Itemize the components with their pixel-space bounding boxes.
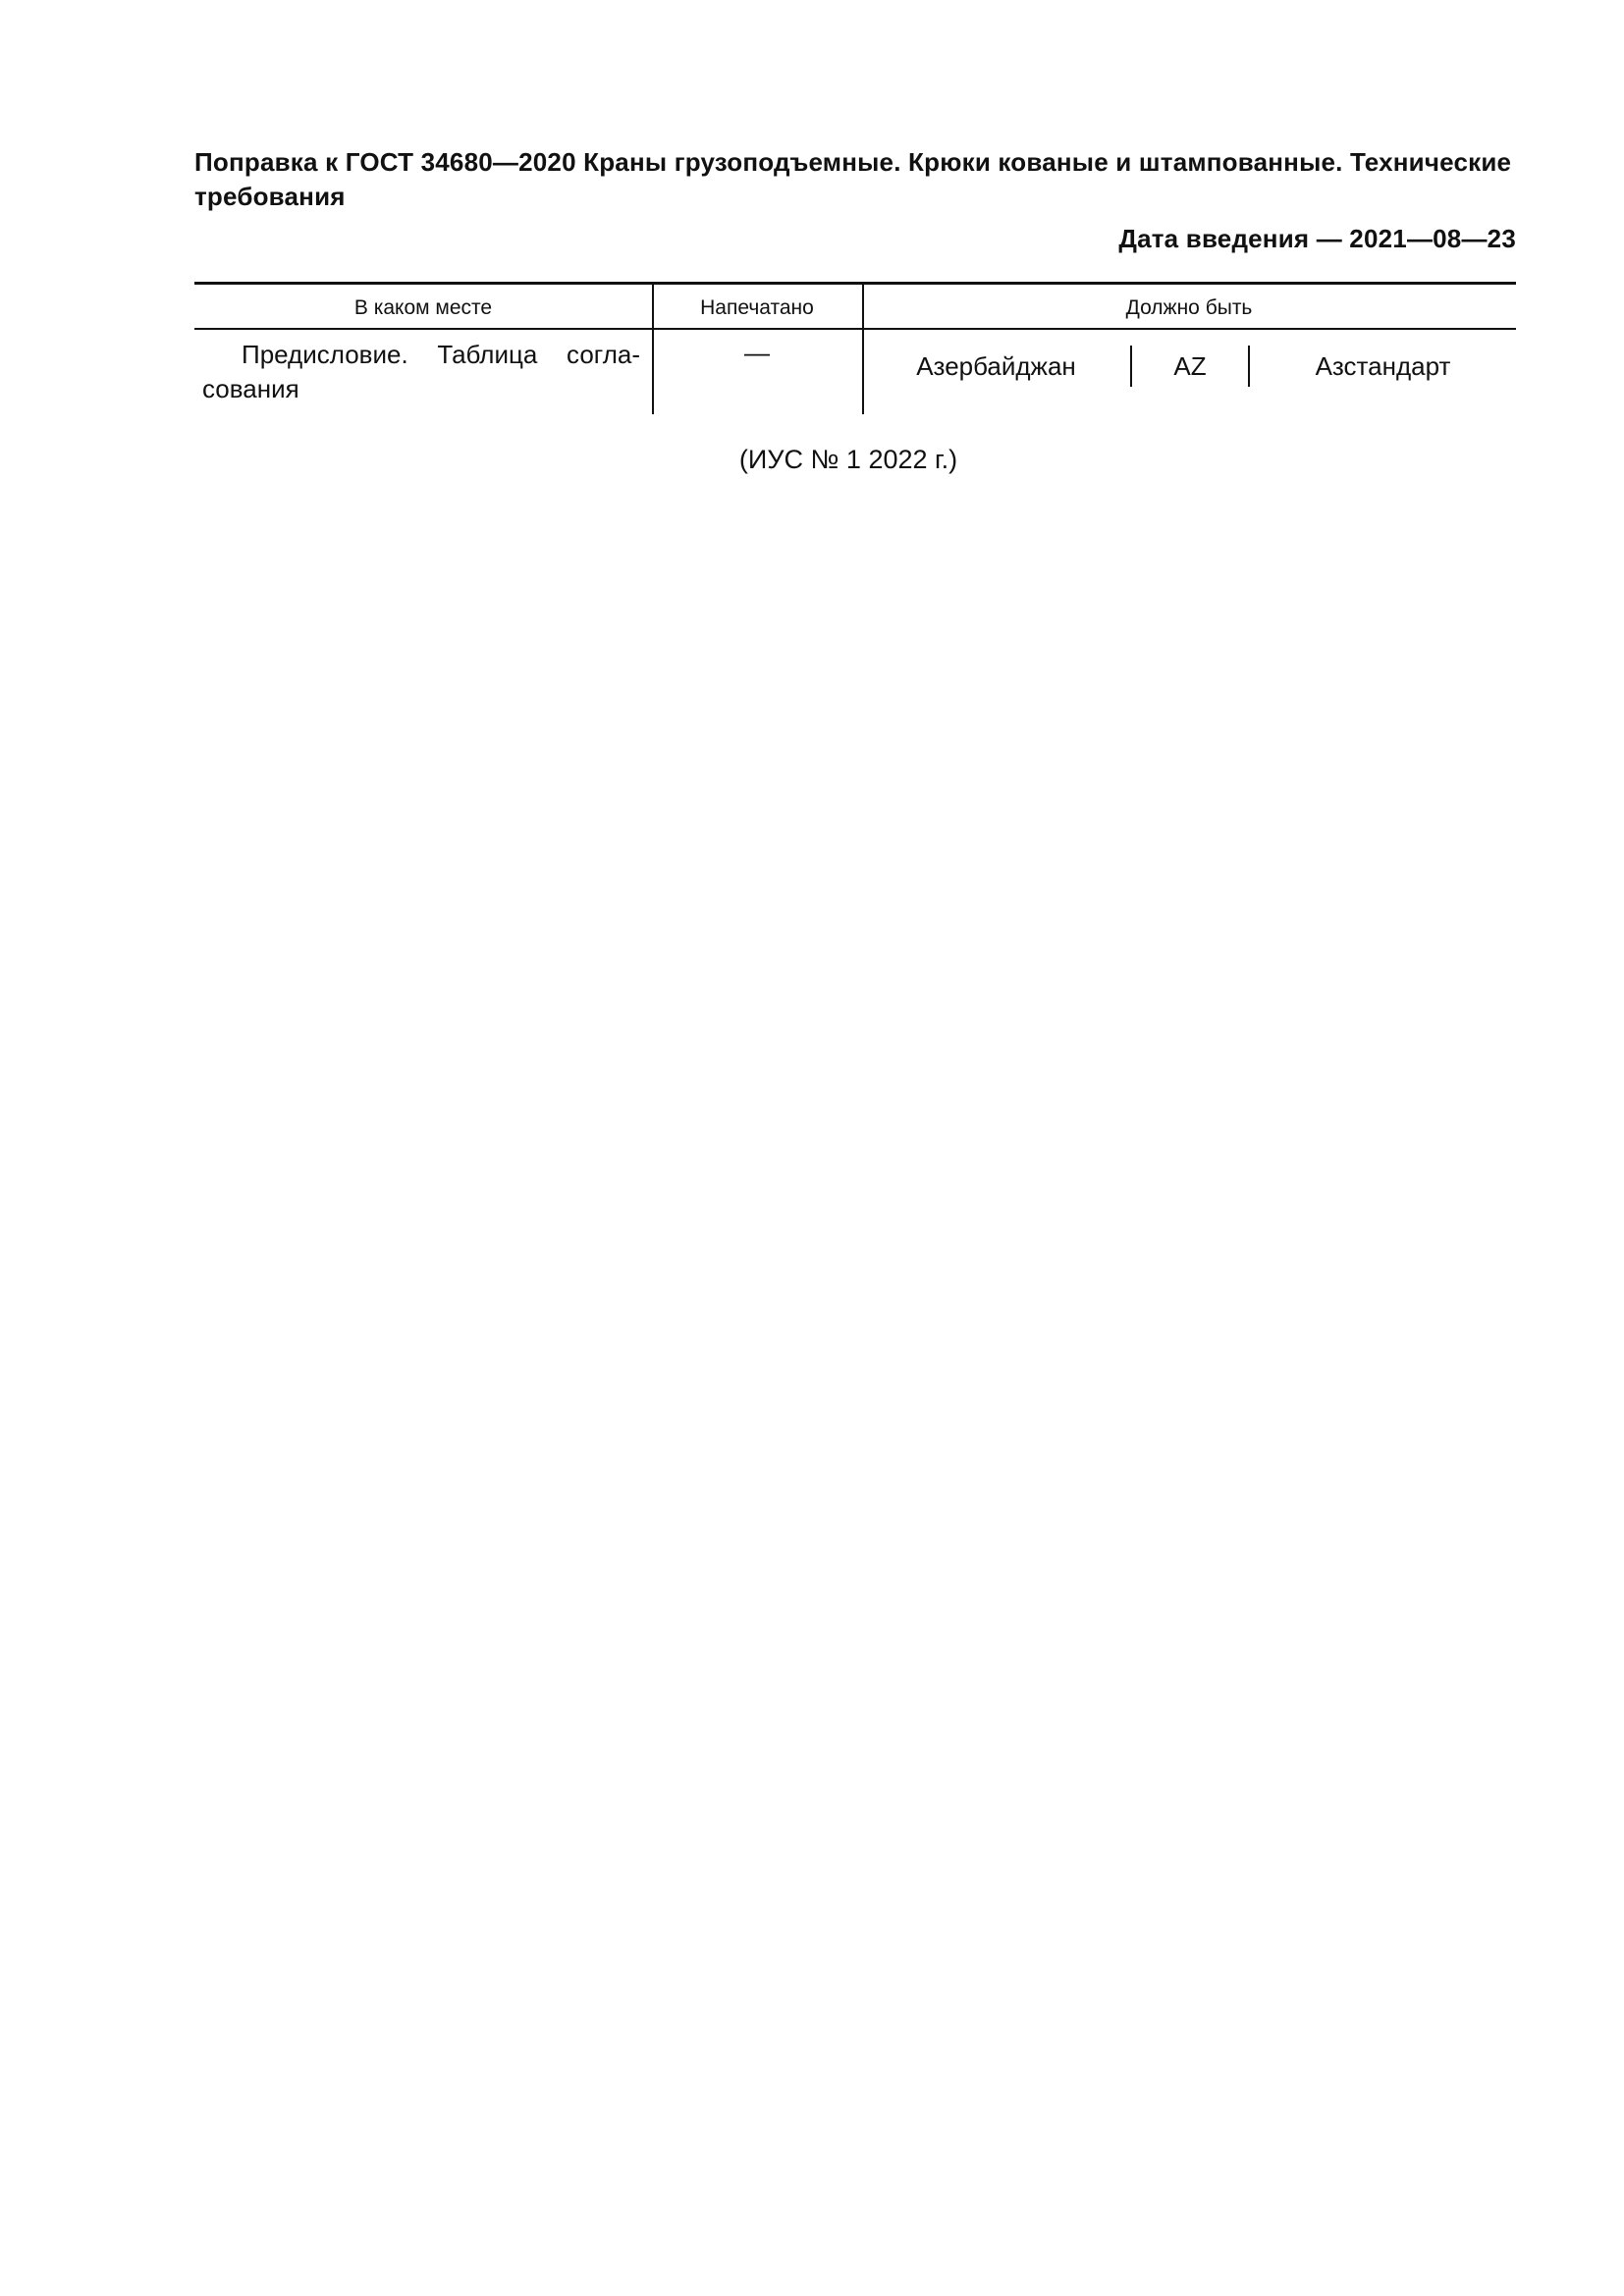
header-where: В каком месте	[353, 296, 493, 319]
cell-where: Предисловие. Таблица согласования	[202, 340, 640, 403]
cell-organization: Азстандарт	[1315, 351, 1451, 381]
cell-country-code: AZ	[1173, 351, 1207, 381]
header-printed: Напечатано	[700, 296, 814, 319]
amendment-table	[194, 282, 1516, 414]
cell-printed: —	[744, 338, 770, 367]
document-title: Поправка к ГОСТ 34680—2020 Краны грузоподъемные. Крюки кованые и штампованные. Технические требования	[194, 147, 1512, 211]
table-header-rule	[194, 328, 1516, 330]
header-should-be: Должно быть	[1125, 296, 1253, 319]
table-top-rule	[194, 282, 1516, 285]
source-reference: (ИУС № 1 2022 г.)	[738, 445, 958, 474]
cell-country: Азербайджан	[916, 351, 1076, 381]
effective-date: Дата введения — 2021—08—23	[1118, 224, 1516, 253]
